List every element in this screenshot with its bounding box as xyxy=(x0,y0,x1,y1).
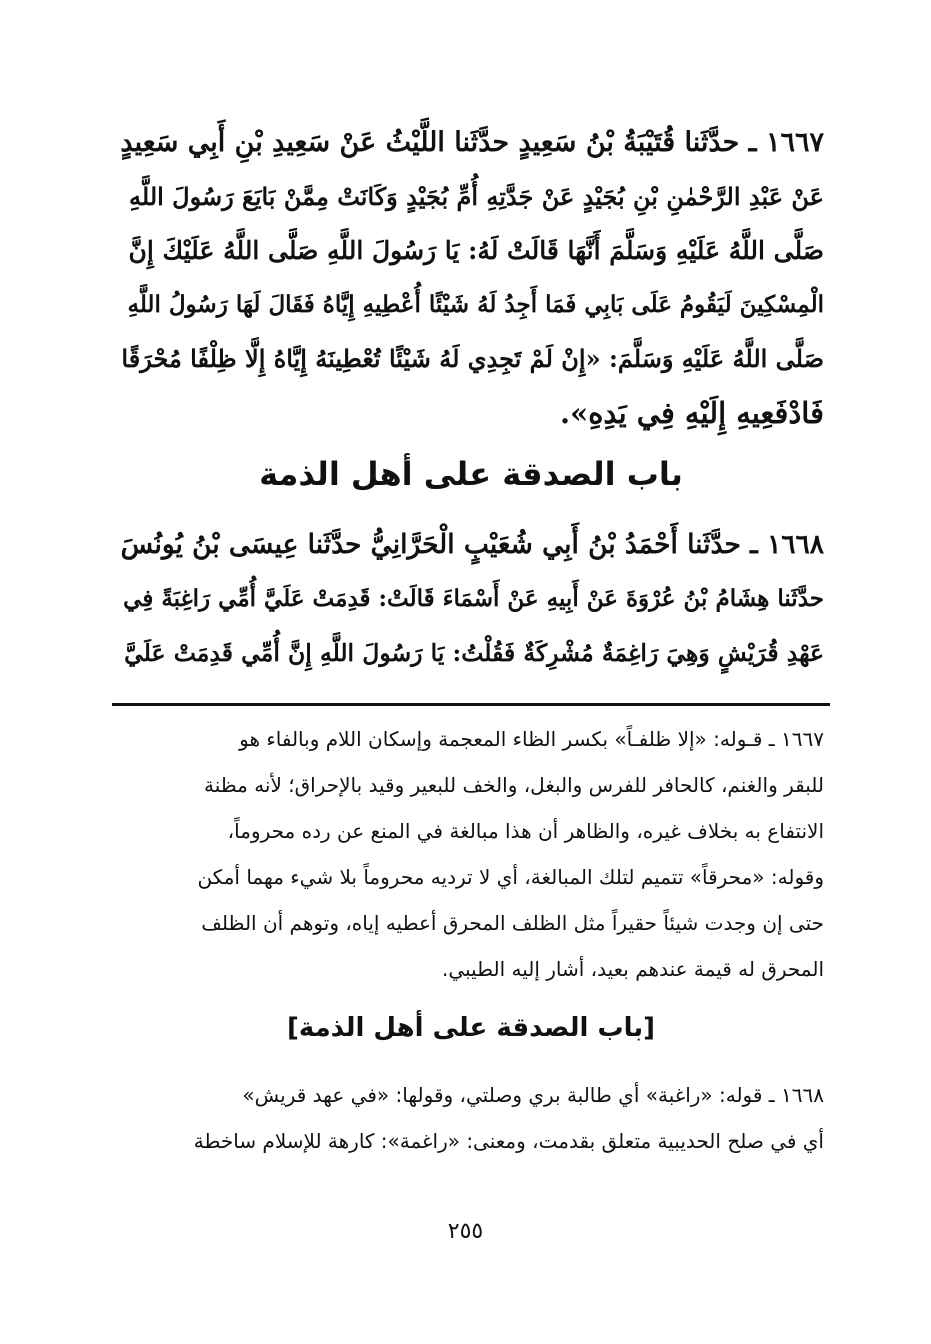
commentary-1668 xyxy=(118,1072,824,1164)
commentary-line: وقوله: «محرقاً» تتميم لتلك المبالغة، أي لا ترديه محروماً بلا شيء مهما أمكن xyxy=(197,865,824,889)
hadith-line: صَلَّى اللَّهُ عَلَيْهِ وَسَلَّمَ أَنَّهَا قَالَتْ لَهُ: يَا رَسُولَ اللَّهِ صَلَّى اللَّهُ عَلَيْكَ إِنَّ xyxy=(128,236,824,265)
commentary-line: حتى إن وجدت شيئاً حقيراً مثل الظلف المحرق أعطيه إياه، وتوهم أن الظلف xyxy=(201,911,824,935)
hadith-line: عَهْدِ قُرَيْشٍ وَهِيَ رَاغِمَةٌ مُشْرِكَةٌ فَقُلْتُ: يَا رَسُولَ اللَّهِ إِنَّ أُمِّي قَدِمَتْ عَلَيَّ xyxy=(124,639,824,667)
commentary-line: الانتفاع به بخلاف غيره، والظاهر أن هذا مبالغة في المنع عن رده محروماً، xyxy=(227,819,824,843)
commentary-line: ١٦٦٧ ـ قـوله: «إلا ظلفـاً» بكسر الظاء المعجمة وإسكان اللام وبالفاء هو xyxy=(239,727,824,751)
hadith-1668 xyxy=(118,518,824,680)
hadith-line: ١٦٦٨ ـ حدَّثَنا أَحْمَدُ بْنُ أَبِي شُعَيْبٍ الْحَرَّانِيُّ حدَّثَنا عِيسَى بْنُ يُونُسَ xyxy=(120,529,824,560)
hadith-line: حدَّثَنا هِشَامُ بْنُ عُرْوَةَ عَنْ أَبِيهِ عَنْ أَسْمَاءَ قَالَتْ: قَدِمَتْ عَلَيَّ أُمِّي رَاغِبَةً فِي xyxy=(123,585,824,612)
commentary-line: للبقر والغنم، كالحافر للفرس والبغل، والخف للبعير وقيد بالإحراق؛ لأنه مظنة xyxy=(203,773,824,797)
commentary-1667 xyxy=(118,716,824,992)
commentary-line: ١٦٦٨ ـ قوله: «راغبة» أي طالبة بري وصلتي، وقولها: «في عهد قريش» xyxy=(242,1083,824,1107)
hadith-1667 xyxy=(118,116,824,440)
page-number: ٢٥٥ xyxy=(447,1219,484,1244)
hadith-line: ١٦٦٧ ـ حدَّثَنا قُتَيْبَةُ بْنُ سَعِيدٍ حدَّثَنا اللَّيْثُ عَنْ سَعِيدِ بْنِ أَبِي سَعِيدٍ xyxy=(120,127,824,158)
commentary-line: المحرق له قيمة عندهم بعيد، أشار إليه الطيبي. xyxy=(441,957,824,981)
hadith-line: صَلَّى اللَّهُ عَلَيْهِ وَسَلَّمَ: «إِنْ لَمْ تَجِدِي لَهُ شَيْئًا تُعْطِينَهُ إِيَّاهُ إِلَّا ظِلْفًا مُحْرَقًا xyxy=(121,344,824,373)
chapter-heading: باب الصدقة على أهل الذمة xyxy=(259,455,683,493)
hadith-line: عَنْ عَبْدِ الرَّحْمٰنِ بْنِ بُجَيْدٍ عَنْ جَدَّتِهِ أُمِّ بُجَيْدٍ وَكَانَتْ مِمَّنْ بَايَعَ رَسُولَ اللَّهِ xyxy=(129,182,824,211)
hadith-line: الْمِسْكِينَ لَيَقُومُ عَلَى بَابِي فَمَا أَجِدُ لَهُ شَيْئًا أُعْطِيهِ إِيَّاهُ فَقَالَ لَهَا رَسُولُ اللَّهِ xyxy=(127,291,824,318)
commentary-line: أي في صلح الحديبية متعلق بقدمت، ومعنى: «راغمة»: كارهة للإسلام ساخطة xyxy=(193,1129,824,1153)
hadith-line: فَادْفَعِيهِ إِلَيْهِ فِي يَدِهِ». xyxy=(560,396,824,430)
commentary-chapter-heading: [باب الصدقة على أهل الذمة] xyxy=(286,1013,656,1043)
footnote-divider xyxy=(112,703,830,706)
